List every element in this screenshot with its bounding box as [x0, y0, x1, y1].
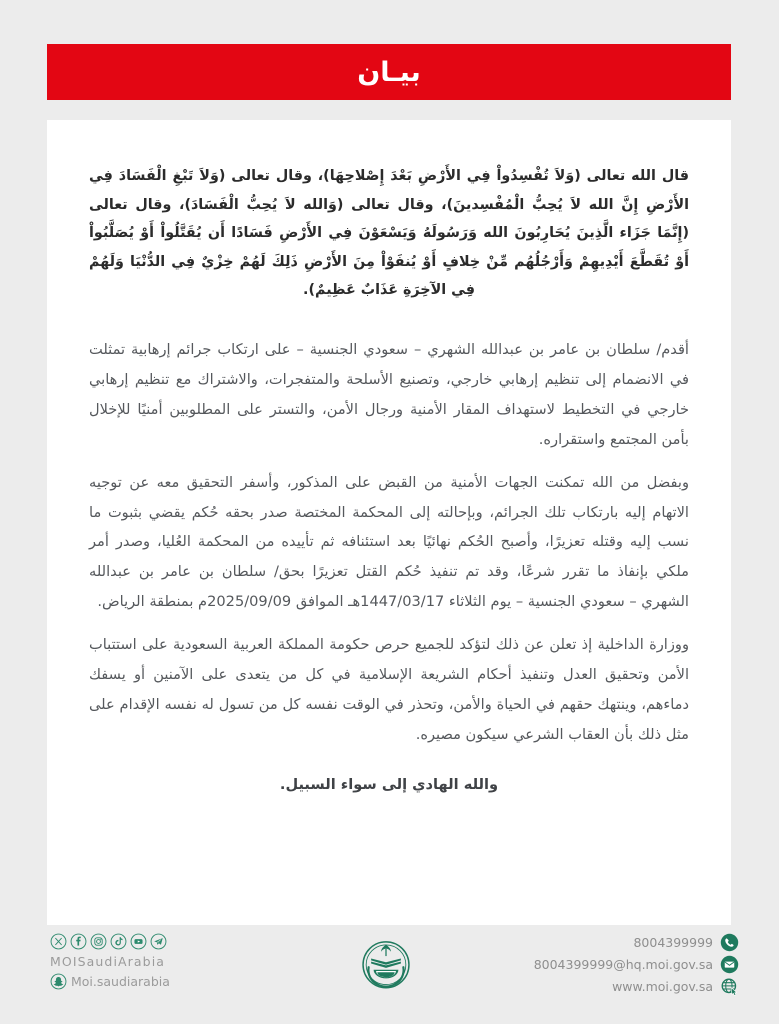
footer-social-block: [50, 933, 170, 990]
statement-card: [47, 120, 731, 925]
footer-contact-block: [534, 933, 739, 999]
social-handle-main: MOISaudiArabia: [50, 954, 166, 969]
footer: [0, 925, 779, 1024]
contact-website-text: www.moi.gov.sa: [612, 979, 713, 994]
paragraph-verdict-and-execution: وبفضل من الله تمكنت الجهات الأمنية من القبض على المذكور، وأسفر التحقيق معه عن توجيه الاتهام إليه بارتكاب تلك الجرائم، وبإحالته إلى المحكمة المختصة صدر بحقه حُكم يقضي بثبوت ما نسب إليه وقتله تعزيرًا، وأصبح الحُكم نهائيًا بعد استئنافه ثم تأييده من المحكمة العُليا، وصدر أمر ملكي بإنفاذ ما تقرر شرعًا، وقد تم تنفيذ حُكم القتل تعزيرًا بحق/ سلطان بن عامر بن عبدالله الشهري – سعودي الجنسية – يوم الثلاثاء 1447/03/17هـ الموافق 2025/09/09م بمنطقة الرياض.: [89, 473, 689, 611]
contact-website-row[interactable]: [534, 977, 739, 996]
phone-icon: [720, 933, 739, 952]
tiktok-icon[interactable]: [110, 933, 127, 950]
instagram-icon[interactable]: [90, 933, 107, 950]
youtube-icon[interactable]: [130, 933, 147, 950]
facebook-icon[interactable]: [70, 933, 87, 950]
email-icon: [720, 955, 739, 974]
paragraph-ministry-statement: ووزارة الداخلية إذ تعلن عن ذلك لتؤكد للجميع حرص حكومة المملكة العربية السعودية على استتباب الأمن وتحقيق العدل وتنفيذ أحكام الشريعة الإسلامية في كل من يتعدى على الآمنين أو يسفك دماءهم، وينتهك حقهم في الحياة والأمن، وتحذر في الوقت نفسه كل من تسول له نفسه الإقدام على مثل ذلك بأن العقاب الشرعي سيكون مصيره.: [89, 636, 689, 743]
social-icon-row: [50, 933, 170, 950]
contact-email-row[interactable]: [534, 955, 739, 974]
website-icon: [720, 977, 739, 996]
statement-banner: [47, 44, 731, 100]
contact-phone-text: 8004399999: [633, 935, 713, 950]
contact-phone-row[interactable]: [534, 933, 739, 952]
x-twitter-icon[interactable]: [50, 933, 67, 950]
snapchat-icon[interactable]: [50, 973, 67, 990]
quranic-verses: قال الله تعالى (وَلاَ تُفْسِدُواْ فِي الأَرْضِ بَعْدَ إِصْلاحِهَا)، وقال تعالى (وَلاَ تَبْغِ الْفَسَادَ فِي الأَرْضِ إِنَّ الله لاَ يُحِبُّ الْمُفْسِدينَ)، وقال تعالى (وَالله لاَ يُحِبُّ الْفَسَادَ)، وقال تعالى (إِنَّمَا جَزَاء الَّذِينَ يُحَارِبُونَ الله وَرَسُولَهُ وَيَسْعَوْنَ فِي الأَرْضِ فَسَادًا أَن يُقَتَّلُواْ أَوْ يُصَلَّبُواْ أَوْ تُقَطَّعَ أَيْدِيهِمْ وَأَرْجُلُهُم مِّنْ خِلافٍ أَوْ يُنفَوْاْ مِنَ الأَرْضِ ذَلِكَ لَهُمْ خِزْيٌ فِي الدُّنْيَا وَلَهُمْ فِي الآخِرَةِ عَذَابٌ عَظِيمٌ).: [89, 168, 689, 299]
snapchat-row[interactable]: [50, 973, 170, 990]
saudi-ministry-of-interior-emblem: [355, 935, 417, 997]
telegram-icon[interactable]: [150, 933, 167, 950]
closing-invocation: والله الهادي إلى سواء السبيل.: [279, 775, 499, 793]
banner-title: بيـان: [357, 56, 421, 88]
paragraph-crimes: أقدم/ سلطان بن عامر بن عبدالله الشهري – سعودي الجنسية – على ارتكاب جرائم إرهابية تمثلت في الانضمام إلى تنظيم إرهابي خارجي، وتصنيع الأسلحة والمتفجرات، والاشتراك مع تنظيم إرهابي خارجي في التخطيط لاستهداف المقار الأمنية ورجال الأمن، والتستر على المطلوبين أمنيًا للإخلال بأمن المجتمع واستقراره.: [89, 340, 689, 448]
social-handle-snapchat: Moi.saudiarabia: [71, 974, 170, 989]
contact-email-text: 8004399999@hq.moi.gov.sa: [533, 957, 713, 972]
